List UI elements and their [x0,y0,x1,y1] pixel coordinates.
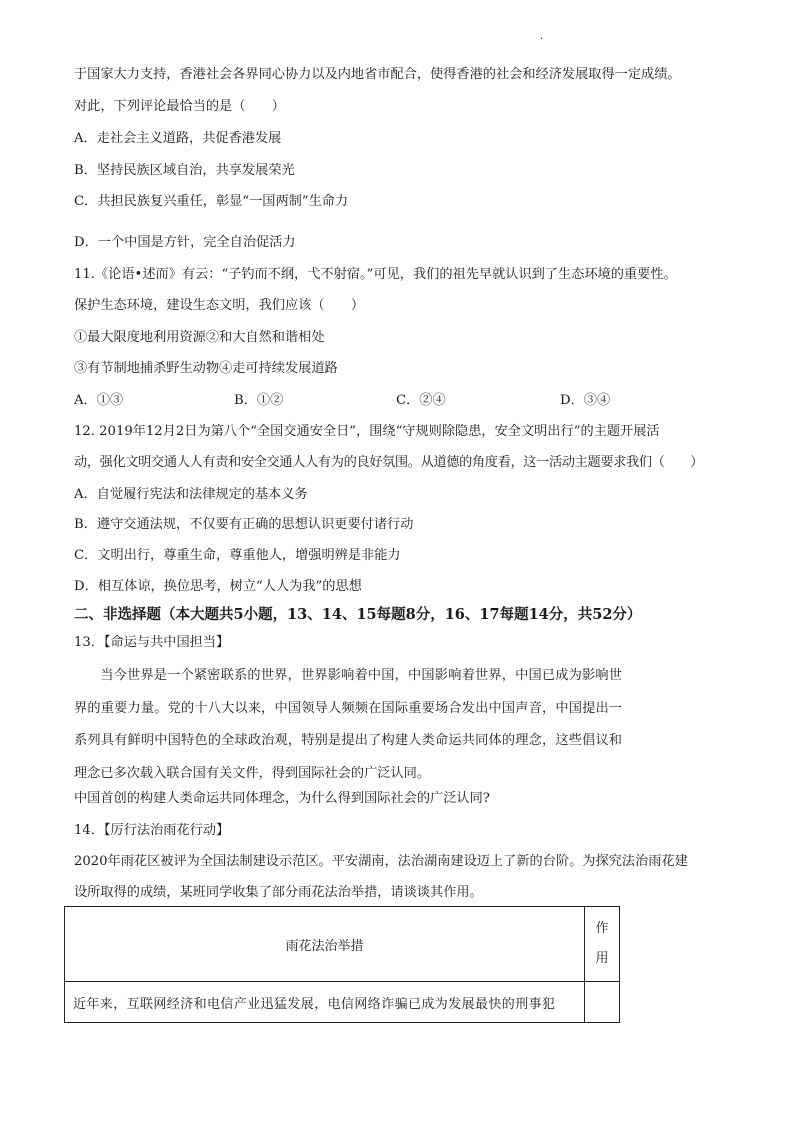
q11-option-b: B．①② [234,393,284,408]
measure-cell: 近年来，互联网经济和电信产业迅猛发展，电信网络诈骗已成为发展最快的刑事犯 [65,982,585,1023]
q10-prompt: 对此，下列评论最恰当的是（ ） [74,99,285,114]
q12-option-a: A．自觉履行宪法和法律规定的基本义务 [74,487,308,502]
q13-material-text: 当今世界是一个紧密联系的世界，世界影响着中国，中国影响着世界，中国已成为影响世界的重要力量。党的十八大以来，中国领导人频频在国际重要场合发出中国声音，中国提出一系列具有鲜明中国特色的全球政治观，特别是提出了构建人类命运共同体的理念，这些倡议和理念已多次载入联合国有关文件，得到国际社会的广泛认同。 [74,668,622,781]
q11-items-2: ③有节制地捕杀野生动物④走可持续发展道路 [74,361,338,376]
q13-question: 中国首创的构建人类命运共同体理念，为什么得到国际社会的广泛认同? [74,791,490,806]
q10-option-b: B．坚持民族区域自治，共享发展荣光 [74,163,295,178]
header-dot: . [540,31,544,42]
q12-stem: 12. 2019年12月2日为第八个“全国交通安全日”，围绕“守规则除隐患，安全文明出行”的主题开展活 [74,424,660,439]
q14-stem-2: 设所取得的成绩，某班同学收集了部分雨花法治举措，请谈谈其作用。 [74,885,483,900]
table-header-row [65,907,620,982]
measures-table [64,906,620,1023]
q11-items-1: ①最大限度地利用资源②和大自然和谐相处 [74,330,325,345]
q11-option-d: D．③④ [560,393,611,408]
q11-stem-2: 保护生态环境，建设生态文明，我们应该（ ） [74,298,365,313]
q13-material [74,660,622,790]
section-heading: 二、非选择题（本大题共5小题，13、14、15每题8分，16、17每题14分，共52分） [74,606,642,623]
q10-stem-tail: 于国家大力支持，香港社会各界同心协力以及内地省市配合，使得香港的社会和经济发展取得一定成绩。 [74,67,681,82]
q12-option-c: C．文明出行，尊重生命，尊重他人，增强明辨是非能力 [74,548,401,563]
table-row [65,982,620,1023]
q12-option-b: B．遵守交通法规，不仅要有正确的思想认识更要付诸行动 [74,517,414,532]
role-cell [585,982,620,1023]
q11-option-c: C．②④ [396,393,446,408]
q10-option-c: C．共担民族复兴重任，彰显“一国两制”生命力 [74,194,349,209]
q12-stem-2: 动，强化文明交通人人有责和安全交通人人有为的良好氛围。从道德的角度看，这一活动主题要求我们（ ） [74,455,704,470]
q10-option-d: D．一个中国是方针，完全自治促活力 [74,235,296,250]
q14-stem: 2020年雨花区被评为全国法制建设示范区。平安湖南，法治湖南建设迈上了新的台阶。为探究法治雨花建 [74,854,688,869]
header-role [585,907,620,982]
header-measures: 雨花法治举措 [65,907,585,982]
header-role-char-1: 作 [595,921,609,936]
q11-stem: 11.《论语•述而》有云：“子钓而不纲，弋不射宿。”可见，我们的祖先早就认识到了生态环境的重要性。 [74,267,677,282]
q13-title: 13．【命运与共中国担当】 [74,635,230,650]
q11-option-a: A．①③ [74,393,124,408]
q14-title: 14．【厉行法治雨花行动】 [74,823,230,838]
header-role-char-2: 用 [595,951,609,966]
q10-option-a: A．走社会主义道路，共促香港发展 [74,131,282,146]
q12-option-d: D．相互体谅，换位思考，树立“人人为我”的思想 [74,579,362,594]
